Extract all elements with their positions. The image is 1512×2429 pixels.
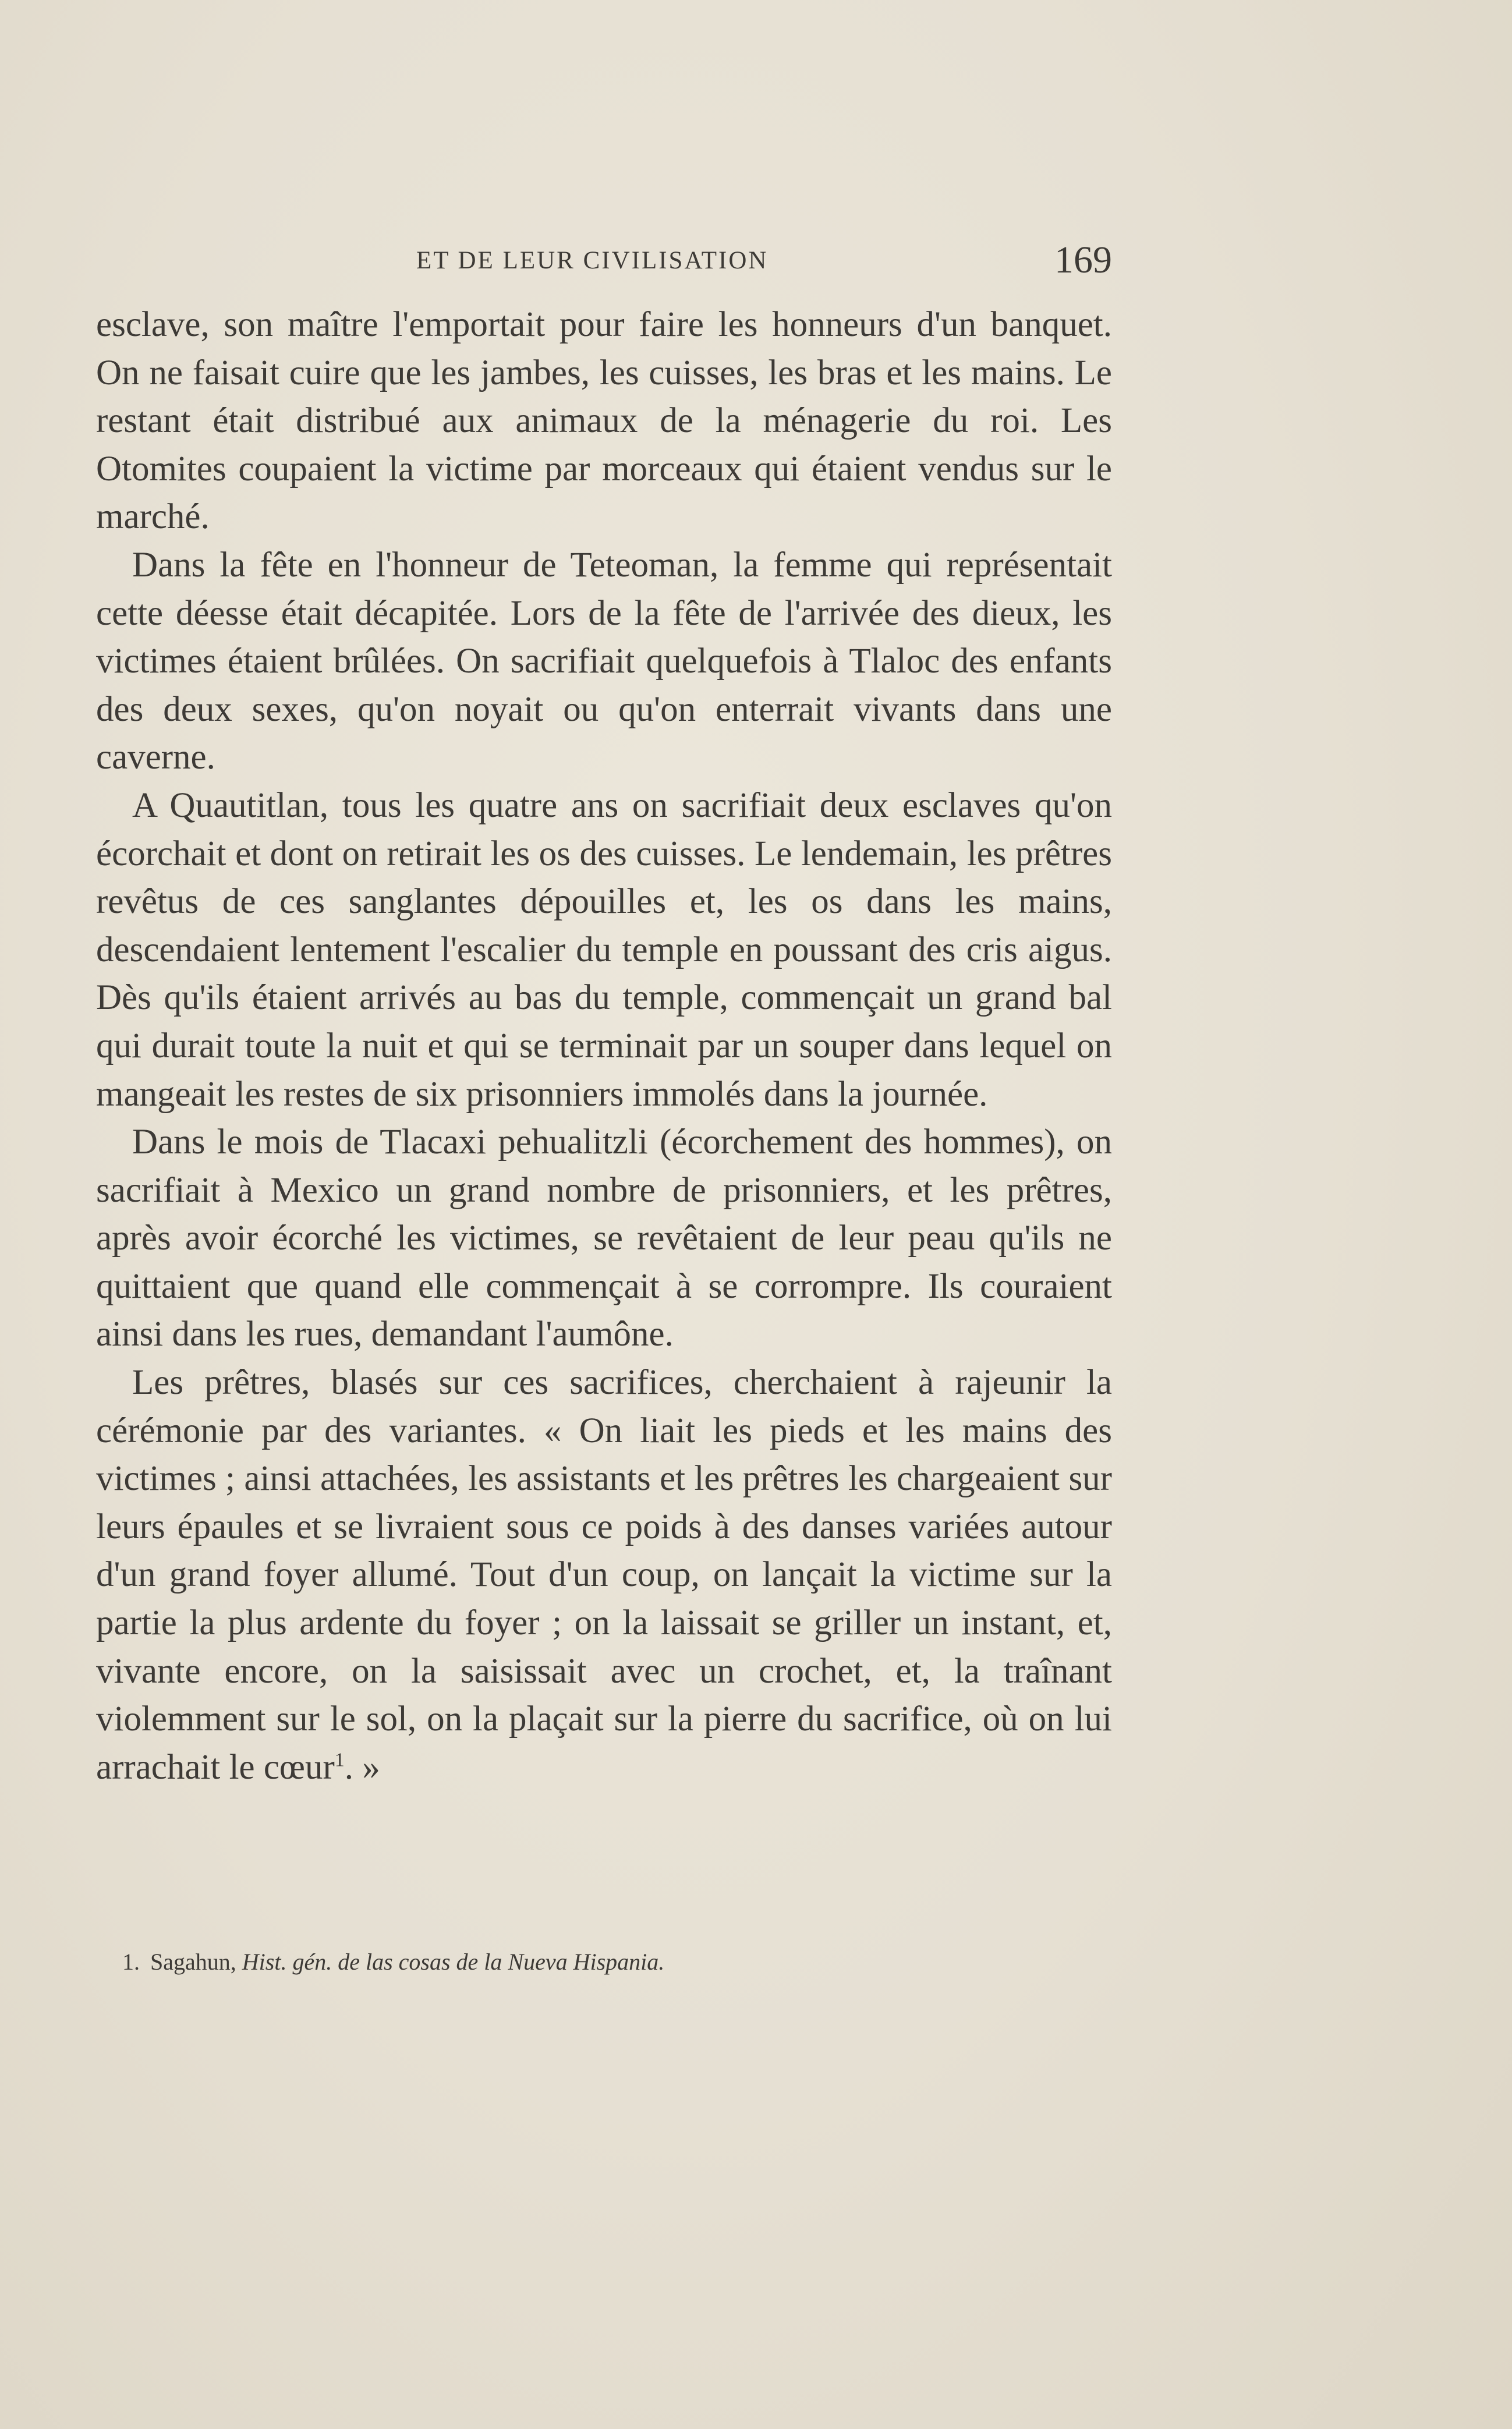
- body-text: [96, 301, 1112, 1791]
- paragraph-4: Dans le mois de Tlacaxi pehualitzli (écorchement des hommes), on sacrifiait à Mexico un grand nombre de prisonniers, et les prêtres, après avoir écorché les victimes, se revêtaient de leur peau qu'ils ne quittaient que quand elle commençait à se corrompre. Ils couraient ainsi dans les rues, demandant l'aumône.: [96, 1123, 1112, 1354]
- paragraph-5-closing-quote: . »: [344, 1747, 380, 1787]
- footnote-number: 1.: [122, 1949, 140, 1975]
- page-header: [96, 239, 1112, 288]
- footnote-author: Sagahun,: [150, 1949, 236, 1975]
- footnote: [122, 1948, 1112, 1975]
- paragraph-5: [96, 1359, 1112, 1791]
- footnote-reference[interactable]: 1: [334, 1749, 345, 1771]
- paragraph-5-text: Les prêtres, blasés sur ces sacrifices, cherchaient à rajeunir la cérémonie par des variantes. « On liait les pieds et les mains des victimes ; ainsi attachées, les assistants et les prêtres les chargeaient sur leurs épaules et se livraient sous ce poids à des danses variées autour d'un grand foyer allumé. Tout d'un coup, on lançait la victime sur la partie la plus ardente du foyer ; on la laissait se griller un instant, et, vivante encore, on la saisissait avec un crochet, et, la traînant violemment sur le sol, on la plaçait sur la pierre du sacrifice, où on lui arrachait le cœur: [96, 1363, 1112, 1787]
- paragraph-3: A Quautitlan, tous les quatre ans on sacrifiait deux esclaves qu'on écorchait et dont on retirait les os des cuisses. Le lendemain, les prêtres revêtus de ces sanglantes dépouilles et, les os dans les mains, descendaient lentement l'escalier du temple en poussant des cris aigus. Dès qu'ils étaient arrivés au bas du temple, commençait un grand bal qui durait toute la nuit et qui se terminait par un souper dans lequel on mangeait les restes de six prisonniers immolés dans la journée.: [96, 785, 1112, 1114]
- paragraph-1: esclave, son maître l'emportait pour faire les honneurs d'un banquet. On ne faisait cuire que les jambes, les cuisses, les bras et les mains. Le restant était distribué aux animaux de la ménagerie du roi. Les Otomites coupaient la victime par morceaux qui étaient vendus sur le marché.: [96, 305, 1112, 537]
- page-number: 169: [1054, 239, 1112, 281]
- running-title: ET DE LEUR CIVILISATION: [416, 247, 769, 274]
- paragraph-2: Dans la fête en l'honneur de Teteoman, la femme qui représentait cette déesse était décapitée. Lors de la fête de l'arrivée des dieux, les victimes étaient brûlées. On sacrifiait quelquefois à Tlaloc des enfants des deux sexes, qu'on noyait ou qu'on enterrait vivants dans une caverne.: [96, 545, 1112, 777]
- footnote-title: Hist. gén. de las cosas de la Nueva Hispania.: [242, 1949, 665, 1975]
